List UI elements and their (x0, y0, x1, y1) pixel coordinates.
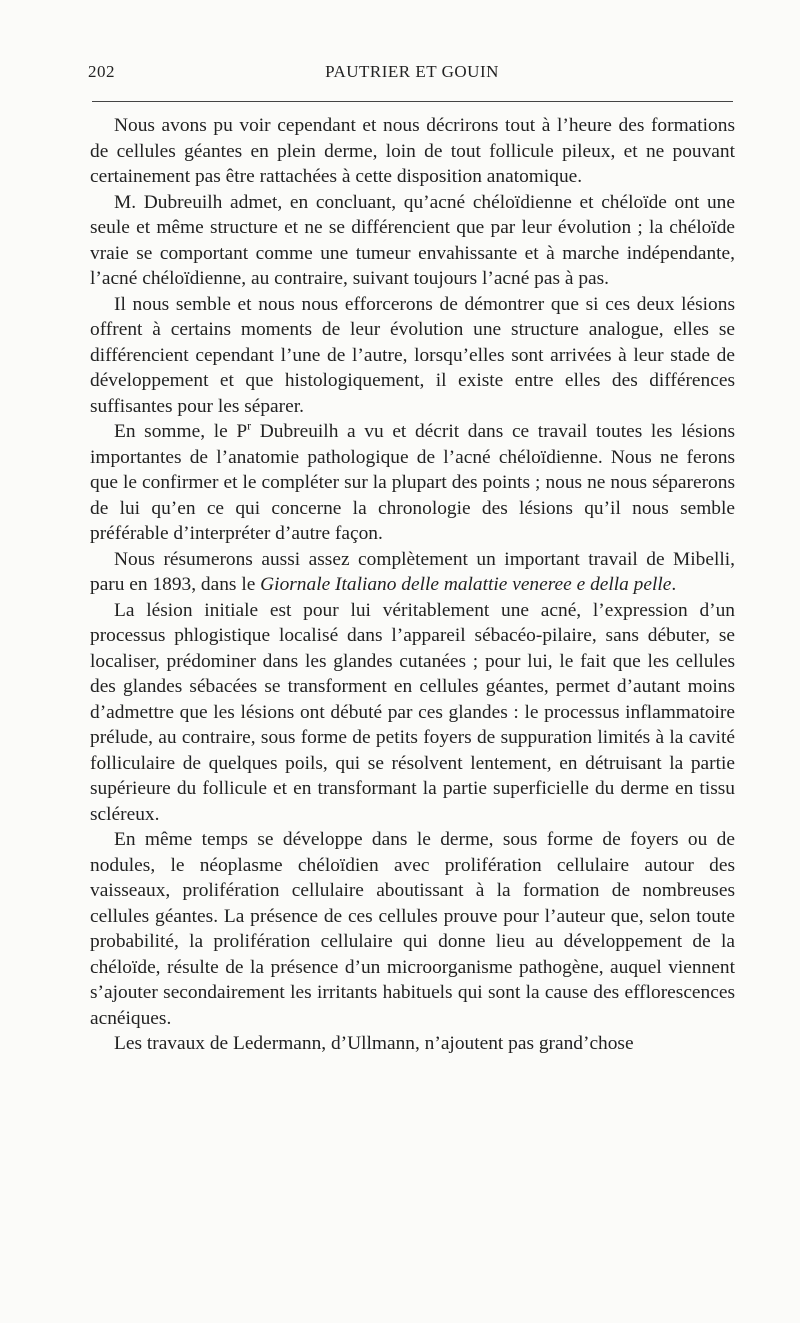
text-run: Nous résumerons aussi assez complètement un important travail de Mibelli, paru en 1893, dans le (90, 548, 735, 595)
running-title: PAUTRIER ET GOUIN (325, 62, 499, 81)
paragraph: En même temps se développe dans le derme, sous forme de foyers ou de nodules, le néoplasme chéloïdien avec prolifération cellulaire autour des vaisseaux, prolifération cellulaire aboutissant à la formation de nombreuses cellules géantes. La présence de ces cellules prouve pour l’auteur que, selon toute probabilité, la prolifération cellulaire qui donne lieu au développement de la chéloïde, résulte de la présence d’un microorganisme pathogène, auquel viennent s’ajouter secondairement les irritants habituels qui sont la cause des efflorescences acnéiques. (90, 829, 735, 1029)
paragraph: Les travaux de Ledermann, d’Ullmann, n’ajoutent pas grand’chose (114, 1033, 634, 1054)
text-run: Dubreuilh a vu et décrit dans ce travail toutes les lésions importantes de l’anatomie pathologique de l’acné chéloïdienne. Nous ne ferons que le confirmer et le compléter sur la plupart des points ; nous ne nous séparerons de lui qu’en ce qui concerne la chronologie des lésions qu’il nous semble préférable d’interpréter d’autre façon. (90, 421, 735, 544)
paragraph: La lésion initiale est pour lui véritablement une acné, l’expression d’un processus phlogistique localisé dans l’appareil sébacéo-pilaire, sans débuter, se localiser, prédominer dans les glandes cutanées ; pour lui, le fait que les cellules des glandes sébacées se transforment en cellules géantes, permet d’autant moins d’admettre que les lésions ont débuté par ces glandes : le processus inflammatoire prélude, au contraire, sous forme de petits foyers de suppuration limités à la cavité folliculaire de quelques poils, qui se résolvent lentement, en détruisant la partie supérieure du follicule et en transformant la partie superficielle du derme en tissu scléreux. (90, 599, 735, 825)
text-run: . (671, 574, 677, 595)
paragraph: M. Dubreuilh admet, en concluant, qu’acné chéloïdienne et chéloïde ont une seule et même structure et ne se différencient que par leur évolution ; la chéloïde vraie se comportant comme une tumeur envahissante et à marche indépendante, l’acné chéloïdienne, au contraire, suivant toujours l’acné pas à pas. (90, 191, 735, 289)
journal-title: Giornale Italiano delle malattie veneree e della pelle (260, 574, 672, 595)
text-run: En somme, le P (114, 421, 248, 442)
header-rule (92, 101, 733, 102)
paragraph: Nous avons pu voir cependant et nous décrirons tout à l’heure des formations de cellules géantes en plein derme, loin de tout follicule pileux, et ne pouvant certainement pas être rattachées à cette disposition anatomique. (90, 115, 735, 187)
paragraph: Il nous semble et nous nous efforcerons de démontrer que si ces deux lésions offrent à certains moments de leur évolution une structure analogue, elles se différencient cependant l’une de l’autre, lorsqu’elles sont arrivées à leur stade de développement et que histologiquement, il existe entre elles des différences suffisantes pour les séparer. (90, 293, 735, 417)
superscript: r (247, 418, 252, 433)
body-text (90, 113, 735, 1057)
paragraph (90, 547, 735, 598)
running-head (88, 62, 736, 86)
paragraph (90, 419, 735, 547)
page-number: 202 (88, 62, 115, 81)
